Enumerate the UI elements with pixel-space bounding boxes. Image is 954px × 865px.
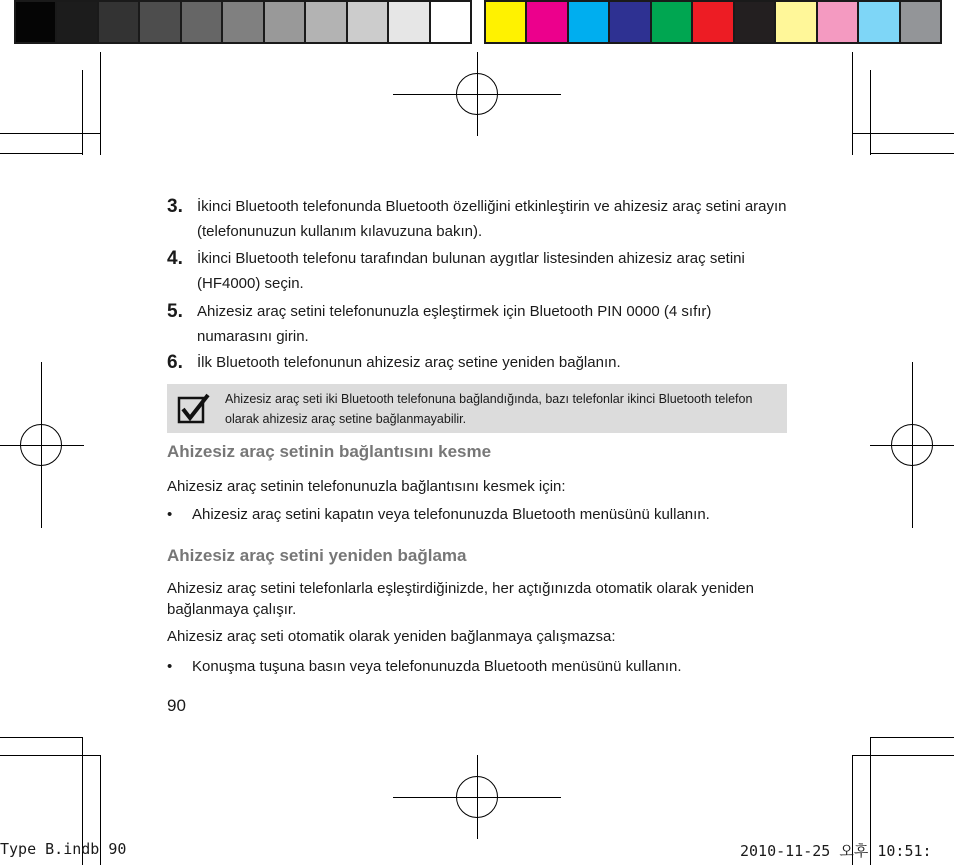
- color-swatch: [486, 2, 525, 42]
- bullet: •: [167, 506, 173, 523]
- color-swatch: [97, 2, 138, 42]
- bullet-item: Konuşma tuşuna basın veya telefonunuzda Bluetooth menüsünü kullanın.: [192, 658, 682, 675]
- step-number: 3.: [167, 196, 183, 217]
- section-paragraph: Ahizesiz araç setini telefonlarla eşleştirdiğinizde, her açtığınızda otomatik olarak yeniden bağlanmaya çalışır.: [167, 580, 754, 618]
- slug-timestamp: 2010-11-25 오후 10:51:: [740, 842, 932, 860]
- step-number: 5.: [167, 301, 183, 322]
- color-swatch: [774, 2, 815, 42]
- color-swatch: [429, 2, 470, 42]
- color-swatch: [567, 2, 608, 42]
- checkbox-icon: [177, 393, 211, 430]
- note-box: [167, 384, 787, 433]
- section-paragraph: Ahizesiz araç seti otomatik olarak yeniden bağlanmaya çalışmazsa:: [167, 628, 616, 645]
- step-text: Ahizesiz araç setini telefonunuzla eşleştirmek için Bluetooth PIN 0000 (4 sıfır) numarasını girin.: [197, 303, 712, 345]
- section-intro: Ahizesiz araç setinin telefonunuzla bağlantısını kesmek için:: [167, 478, 566, 495]
- step-text: İkinci Bluetooth telefonu tarafından bulunan aygıtlar listesinden ahizesiz araç setini (HF4000) seçin.: [197, 250, 745, 292]
- step-6: [167, 350, 787, 375]
- color-swatch: [691, 2, 732, 42]
- color-swatch: [857, 2, 898, 42]
- step-number: 6.: [167, 352, 183, 373]
- step-4: [167, 246, 787, 296]
- color-swatch: [138, 2, 179, 42]
- color-swatch: [304, 2, 345, 42]
- color-swatch: [221, 2, 262, 42]
- color-swatch: [525, 2, 566, 42]
- step-text: İlk Bluetooth telefonunun ahizesiz araç setine yeniden bağlanın.: [197, 354, 621, 371]
- color-swatch: [650, 2, 691, 42]
- step-5: [167, 299, 787, 349]
- grayscale-color-bar: [14, 0, 472, 44]
- section-heading-disconnect: Ahizesiz araç setinin bağlantısını kesme: [167, 442, 492, 461]
- note-text: Ahizesiz araç seti iki Bluetooth telefonuna bağlandığında, bazı telefonlar ikinci Bluetooth telefon olarak ahizesiz araç setine bağlanmayabilir.: [225, 392, 753, 426]
- step-3: [167, 194, 787, 244]
- color-swatch: [16, 2, 55, 42]
- color-swatch: [263, 2, 304, 42]
- page-number: 90: [167, 696, 186, 715]
- process-color-bar: [484, 0, 942, 44]
- color-swatch: [733, 2, 774, 42]
- color-swatch: [180, 2, 221, 42]
- section-heading-reconnect: Ahizesiz araç setini yeniden bağlama: [167, 546, 467, 565]
- slug-file-info: Type B.indb 90: [0, 840, 127, 858]
- color-swatch: [346, 2, 387, 42]
- color-swatch: [816, 2, 857, 42]
- bullet: •: [167, 658, 173, 675]
- color-swatch: [899, 2, 940, 42]
- bullet-item: Ahizesiz araç setini kapatın veya telefonunuzda Bluetooth menüsünü kullanın.: [192, 506, 710, 523]
- color-swatch: [387, 2, 428, 42]
- color-swatch: [608, 2, 649, 42]
- color-swatch: [55, 2, 96, 42]
- step-text: İkinci Bluetooth telefonunda Bluetooth özelliğini etkinleştirin ve ahizesiz araç setini arayın (telefonunuzun kullanım kılavuzuna bakın).: [197, 198, 787, 240]
- step-number: 4.: [167, 248, 183, 269]
